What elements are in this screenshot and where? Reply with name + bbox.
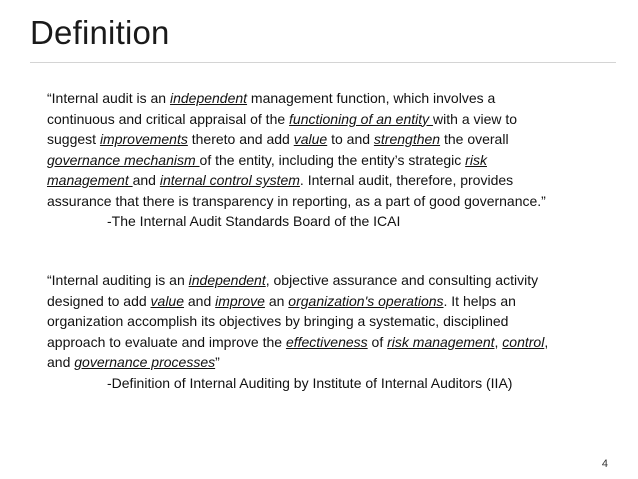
quote-text-segment: of	[367, 333, 388, 350]
quote-text-segment: to and	[327, 131, 374, 147]
quote-text-segment: thereto and add	[187, 131, 294, 147]
quote-line	[47, 311, 603, 332]
quote-text-segment: the overall	[440, 131, 509, 147]
quote-line	[47, 109, 603, 130]
emphasized-term: independent	[188, 272, 266, 288]
emphasized-term: functioning of an entity	[289, 110, 434, 127]
quote-text-segment: suggest	[47, 131, 100, 147]
quote-text-segment: an	[264, 292, 289, 309]
quote-line	[47, 129, 603, 150]
quote-text-segment: organization accomplish its objectives by bringing a systematic, disciplined	[47, 313, 509, 329]
quote-line	[47, 150, 603, 171]
quote-attribution: -Definition of Internal Auditing by Institute of Internal Auditors (IIA)	[107, 374, 513, 391]
quote-text-segment: management function, which involves a	[247, 90, 496, 106]
quote-text-segment: approach to evaluate and improve the	[47, 333, 286, 350]
quote-line	[47, 291, 603, 312]
quote-text-segment: designed to add	[47, 292, 151, 309]
quote-text-segment: ,	[494, 333, 503, 350]
quote-text-segment: and	[184, 292, 216, 309]
quote-text-segment: continuous and critical appraisal of the	[47, 110, 290, 127]
emphasized-term: improvements	[99, 131, 188, 147]
quote-text-segment: “Internal auditing is an	[47, 272, 189, 288]
page-number: 4	[601, 458, 608, 470]
iia-definition-quote	[47, 270, 603, 393]
emphasized-term: organization's operations	[288, 292, 444, 309]
emphasized-term: governance mechanism	[47, 151, 200, 168]
quote-text-segment: and	[132, 172, 160, 188]
icai-definition-quote	[47, 88, 603, 232]
emphasized-term: control	[502, 333, 545, 350]
quote-line	[47, 88, 603, 109]
quote-line	[47, 270, 603, 291]
title-divider	[30, 62, 616, 63]
quote-text-segment: and	[47, 354, 75, 370]
emphasized-term: governance processes	[74, 354, 216, 370]
emphasized-term: risk management	[387, 333, 495, 350]
slide-title: Definition	[30, 14, 170, 51]
quote-text-segment: , objective assurance and consulting activity	[265, 272, 539, 288]
quote-text-segment: “Internal audit is an	[47, 90, 170, 106]
quote-text	[47, 88, 603, 211]
emphasized-term: independent	[169, 90, 248, 106]
emphasized-term: improve	[215, 292, 265, 309]
emphasized-term: management	[47, 172, 133, 188]
emphasized-term: internal control system	[159, 172, 300, 188]
emphasized-term: risk	[465, 151, 487, 168]
emphasized-term: value	[150, 292, 184, 309]
quote-text-segment: ,	[544, 333, 549, 350]
quote-text-segment: with a view to	[433, 110, 518, 127]
quote-text-segment: of the entity, including the entity’s strategic	[199, 151, 466, 168]
emphasized-term: value	[293, 131, 328, 147]
quote-line	[47, 352, 603, 373]
quote-line	[47, 191, 603, 212]
quote-text-segment: . It helps an	[443, 292, 516, 309]
emphasized-term: effectiveness	[285, 333, 368, 350]
quote-line	[47, 332, 603, 353]
quote-attribution: -The Internal Audit Standards Board of the ICAI	[107, 213, 401, 229]
quote-text-segment: assurance that there is transparency in reporting, as a part of good governance.”	[47, 192, 546, 209]
quote-text-segment: . Internal audit, therefore, provides	[299, 172, 514, 188]
quote-line	[47, 170, 603, 191]
emphasized-term: strengthen	[373, 131, 441, 147]
quote-text-segment: ”	[215, 354, 220, 370]
quote-text	[47, 270, 603, 373]
